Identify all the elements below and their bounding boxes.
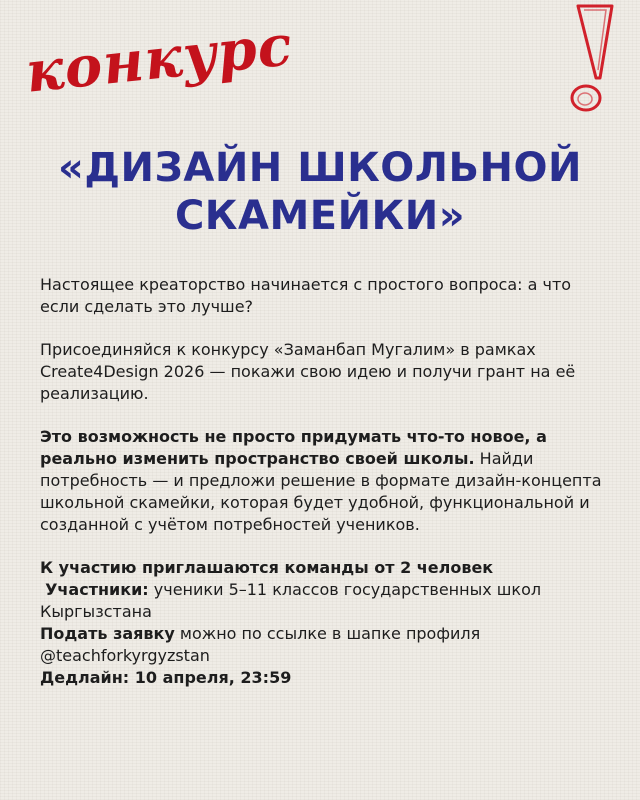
page-title (0, 144, 640, 240)
teams-text: К участию приглашаются команды от 2 человек (40, 558, 494, 577)
post-body (40, 274, 612, 689)
deadline-line (40, 667, 612, 689)
apply-text: можно по ссылке в шапке профиля @teachforkyrgyzstan (40, 624, 481, 665)
apply-line (40, 623, 612, 667)
opportunity-rest: Найди потребность — и предложи решение в формате дизайн-концепта школьной скамейки, которая будет удобной, функциональной и созданной с учётом потребностей учеников. (40, 449, 602, 534)
title-line-1: «ДИЗАЙН ШКОЛЬНОЙ (58, 145, 582, 191)
participants-line (40, 579, 612, 623)
opportunity-bold: Это возможность не просто придумать что-то новое, а реально изменить пространство своей школы. (40, 427, 547, 468)
apply-label: Подать заявку (40, 624, 175, 643)
contest-paragraph: Присоединяйся к конкурсу «Заманбап Мугалим» в рамках Create4Design 2026 — покажи свою идею и получи грант на её реализацию. (40, 340, 576, 403)
participants-text: ученики 5–11 классов государственных школ Кыргызстана (40, 580, 542, 621)
teams-line (40, 557, 612, 579)
deadline-text: Дедлайн: 10 апреля, 23:59 (40, 668, 292, 687)
opportunity-paragraph (40, 426, 612, 536)
participants-label: Участники: (45, 580, 149, 599)
title-line-2: СКАМЕЙКИ» (174, 193, 466, 239)
intro-paragraph: Настоящее креаторство начинается с простого вопроса: а что если сделать это лучше? (40, 275, 572, 316)
contest-heading: конкурс (22, 12, 296, 106)
exclamation-mark-icon (560, 0, 640, 120)
